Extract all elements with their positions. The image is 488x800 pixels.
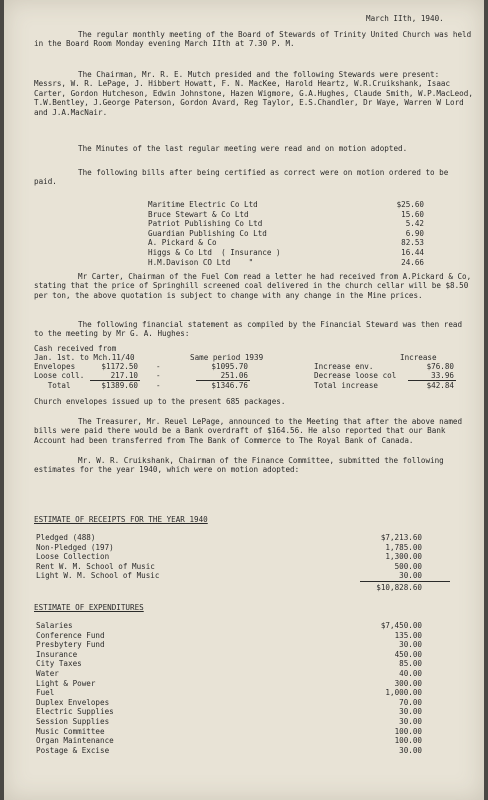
bill-name: Maritime Electric Co Ltd — [148, 200, 258, 209]
bills-list — [148, 200, 281, 267]
expenditure-name: Presbytery Fund — [36, 640, 105, 650]
fin-same-period: Same period 1939 — [190, 353, 264, 362]
meeting-date: March IIth, 1940. — [366, 14, 444, 23]
expenditure-amount: 30.00 — [399, 716, 422, 726]
intro-paragraph: The regular monthly meeting of the Board of Stewards of Trinity United Church was held in the Board Room Monday evening March IIth at 7.30 P. M. — [34, 30, 472, 49]
treasurer-paragraph: The Treasurer, Mr. Reuel LePage, announced to the Meeting that after the above named bills were paid there would be a Bank overdraft of $164.56. He also reported that our Bank Account had been transferred from The Bank of Commerce to The Royal Bank of Canada. — [34, 417, 463, 445]
receipt-amount: $7,213.60 — [380, 533, 422, 542]
expenditure-amount: 100.00 — [394, 736, 422, 746]
bill-amount: 15.60 — [401, 209, 424, 219]
fin-row-inc: $42.84 — [426, 381, 454, 390]
envelopes-paragraph: Church envelopes issued up to the present 685 packages. — [34, 397, 286, 406]
expenditure-name: City Taxes — [36, 659, 82, 669]
receipt-amount: 1,785.00 — [385, 542, 422, 552]
fin-row-inc-label: Decrease loose col — [314, 371, 397, 380]
receipt-name: Loose Collection — [36, 552, 110, 562]
receipts-list — [36, 533, 159, 581]
fin-row-previous: $1095.70 — [211, 362, 248, 371]
bill-amount: 82.53 — [401, 238, 424, 248]
fin-row-previous: 251.06 — [220, 371, 248, 380]
receipt-amount: 500.00 — [394, 561, 422, 571]
bill-amount: 16.44 — [401, 247, 424, 257]
expenditure-amount: 135.00 — [394, 630, 422, 640]
receipts-sum-rule — [360, 581, 450, 582]
receipt-amount: 30.00 — [399, 571, 422, 581]
bill-name: H.M.Davison CO Ltd " — [148, 257, 254, 267]
fin-row-current: 217.10 — [110, 371, 138, 380]
expenditure-name: Salaries — [36, 621, 73, 630]
financial-paragraph: The following financial statement as compiled by the Financial Steward was then read to the meeting by Mr G. A. Hughes: — [34, 320, 463, 339]
fin-row-inc-label: Increase env. — [314, 362, 374, 371]
expenditure-name: Session Supplies — [36, 716, 110, 726]
fin-period: Jan. 1st. to Mch.11/40 — [34, 353, 135, 362]
expenditure-name: Insurance — [36, 649, 78, 659]
expenditures-list — [36, 621, 114, 755]
bill-name: Patriot Publishing Co Ltd — [148, 219, 263, 229]
fin-cash-received: Cash received from — [34, 344, 117, 353]
fin-increase-header: Increase — [400, 353, 437, 362]
fin-row-previous: $1346.76 — [211, 381, 248, 390]
chairman-paragraph: The Chairman, Mr. R. E. Mutch presided and the following Stewards were present: Messrs, W. R. LePage, J. Hibbert Howatt, F. N. MacKee, Harold Heartz, W.R.Cruikshank, Isaac Carter, Gordon Hutcheson, Edwin Johnstone, Hazen Wigmore, G.A.Hughes, Claude Smith, W.P.MacLeod, T.W.Bentley, J.George Paterson, Gordon Avard, Reg Taylor, E.S.Chandler, Dr Waye, Warren W Lord and J.A.MacNair. — [34, 70, 473, 117]
bill-name: A. Pickard & Co — [148, 238, 217, 248]
document-page — [4, 0, 484, 800]
expenditures-heading: ESTIMATE OF EXPENDITURES — [34, 603, 144, 612]
bill-amount: 6.90 — [405, 228, 424, 238]
bills-amounts — [374, 200, 424, 267]
expenditure-amount: 300.00 — [394, 678, 422, 688]
receipt-name: Light W. M. School of Music — [36, 571, 160, 581]
expenditure-amount: 30.00 — [399, 707, 422, 717]
bill-amount: 5.42 — [405, 219, 424, 229]
fin-row-dash: - — [156, 371, 161, 380]
carter-paragraph: Mr Carter, Chairman of the Fuel Com read a letter he had received from A.Pickard & Co, stating that the price of Springhill screened coal delivered in the church cellar will be $8.50 per ton, the above quotation is subject to change with any change in the Mine prices. — [34, 272, 472, 300]
expenditure-amount: 100.00 — [394, 726, 422, 736]
expenditure-name: Conference Fund — [36, 630, 105, 640]
expenditure-name: Postage & Excise — [36, 745, 110, 755]
minutes-paragraph: The Minutes of the last regular meeting were read and on motion adopted. — [78, 144, 408, 153]
bills-paragraph: The following bills after being certified as correct were on motion ordered to be paid. — [34, 168, 449, 187]
bill-amount: $25.60 — [396, 200, 424, 209]
expenditure-amount: 85.00 — [399, 659, 422, 669]
receipt-name: Non-Pledged (197) — [36, 542, 114, 552]
bill-name: Bruce Stewart & Co Ltd — [148, 209, 249, 219]
cruikshank-paragraph: Mr. W. R. Cruikshank, Chairman of the Finance Committee, submitted the following estimates for the year 1940, which were on motion adopted: — [34, 456, 444, 475]
expenditure-name: Music Committee — [36, 726, 105, 736]
fin-row-inc-label: Total increase — [314, 381, 379, 390]
expenditure-amount: 30.00 — [399, 640, 422, 650]
expenditure-name: Fuel — [36, 688, 55, 698]
expenditure-name: Light & Power — [36, 678, 96, 688]
expenditure-amount: $7,450.00 — [380, 621, 422, 630]
fin-row-label: Loose coll. — [34, 371, 85, 380]
fin-row-current: $1389.60 — [101, 381, 138, 390]
fin-row-inc: 33.96 — [431, 371, 454, 380]
receipt-name: Rent W. M. School of Music — [36, 561, 155, 571]
receipts-amounts — [360, 533, 422, 581]
receipts-heading: ESTIMATE OF RECEIPTS FOR THE YEAR 1940 — [34, 515, 208, 524]
fin-row-current: $1172.50 — [101, 362, 138, 371]
receipt-name: Pledged (488) — [36, 533, 96, 542]
expenditure-amount: 450.00 — [394, 649, 422, 659]
fin-row-label: Envelopes — [34, 362, 76, 371]
expenditure-amount: 30.00 — [399, 745, 422, 755]
expenditures-amounts — [360, 621, 422, 755]
expenditure-amount: 70.00 — [399, 697, 422, 707]
expenditure-name: Duplex Envelopes — [36, 697, 110, 707]
fin-row-dash: - — [156, 362, 161, 371]
fin-row-dash: - — [156, 381, 161, 390]
bill-amount: 24.66 — [401, 257, 424, 267]
bill-name: Guardian Publishing Co Ltd — [148, 228, 267, 238]
fin-row-inc: $76.80 — [426, 362, 454, 371]
receipts-total: $10,828.60 — [376, 583, 422, 592]
expenditure-name: Organ Maintenance — [36, 736, 114, 746]
expenditure-name: Water — [36, 668, 59, 678]
expenditure-amount: 40.00 — [399, 668, 422, 678]
expenditure-amount: 1,000.00 — [385, 688, 422, 698]
receipt-amount: 1,300.00 — [385, 552, 422, 562]
expenditure-name: Electric Supplies — [36, 707, 114, 717]
bill-name: Higgs & Co Ltd ( Insurance ) — [148, 247, 281, 257]
fin-row-label: Total — [34, 381, 71, 390]
